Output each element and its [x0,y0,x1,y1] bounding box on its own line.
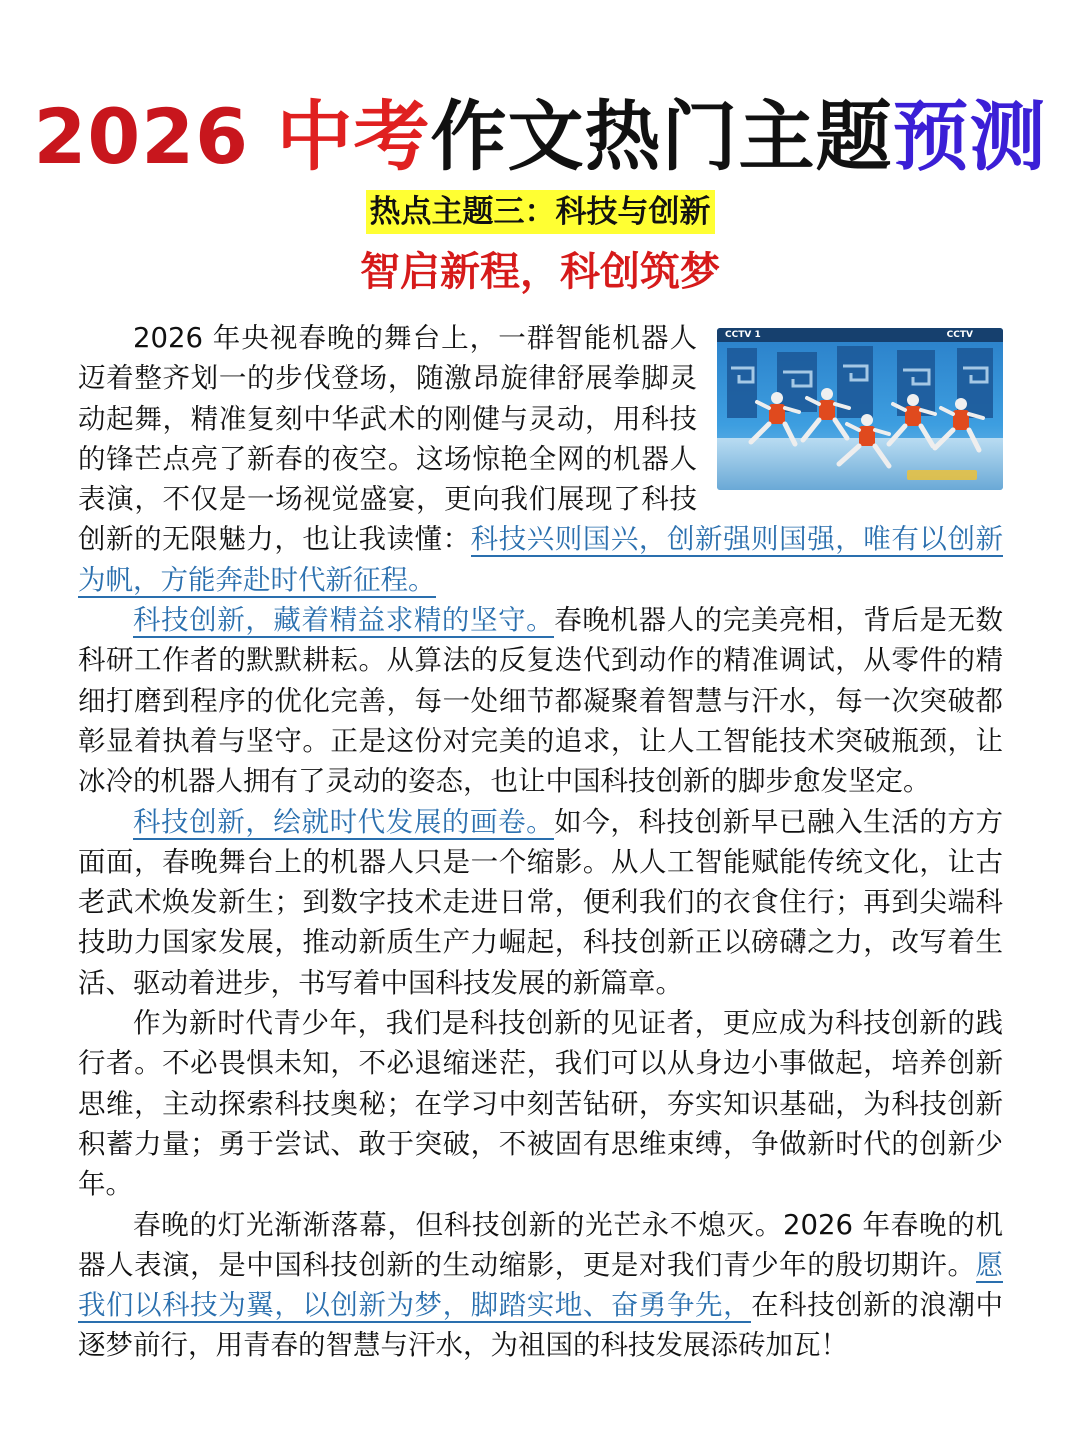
highlighted-sentence: 科技兴则国兴，创新强则国强，唯有以创新为帆，方能奔赴时代新征程。 [78,523,1003,596]
essay-heading: 智启新程，科创筑梦 [360,248,720,295]
subtitle: 热点主题三：科技与创新 [366,190,715,234]
article-title [0,92,1080,182]
paragraph-text: 2026 年央视春晚的舞台上，一群智能机器人迈着整齐划一的步伐登场，随激昂旋律舒展拳脚灵动起舞，精准复刻中华武术的刚健与灵动，用科技的锋芒点亮了新春的夜空。这场惊艳全网的机器人表演，不仅是一场视觉盛宴，更向我们展现了科技创新的无限魅力，也让我读懂： [78,322,697,556]
paragraph-3 [78,802,1003,1003]
highlighted-sentence: 愿我们以科技为翼，以创新为梦，脚踏实地、奋勇争先， [78,1248,1003,1322]
subtitle-container [0,190,1080,234]
paragraph-text: 在科技创新的浪潮中逐梦前行，用青春的智慧与汗水，为祖国的科技发展添砖加瓦！ [78,1289,1003,1362]
title-exam: 中考 [276,92,431,181]
paragraph-text: 春晚机器人的完美亮相，背后是无数科研工作者的默默耕耘。从算法的反复迭代到动作的精准调试，从零件的精细打磨到程序的优化完善，每一处细节都凝聚着智慧与汗水，每一次突破都彰显着执着与坚守。正是这份对完美的追求，让人工智能技术突破瓶颈，让冰冷的机器人拥有了灵动的姿态，也让中国科技创新的脚步愈发坚定。 [78,604,1003,798]
title-topic: 作文热门主题 [430,92,893,181]
highlighted-sentence: 科技创新，藏着精益求精的坚守。 [133,604,555,637]
paragraph-text: 如今，科技创新早已融入生活的方方面面，春晚舞台上的机器人只是一个缩影。从人工智能赋能传统文化，让古老武术焕发新生；到数字技术走进日常，便利我们的衣食住行；再到尖端科技助力国家发展，推动新质生产力崛起，科技创新正以磅礴之力，改写着生活、驱动着进步，书写着中国科技发展的新篇章。 [78,805,1003,999]
paragraph-text: 春晚的灯光渐渐落幕，但科技创新的光芒永不熄灭。2026 年春晚的机器人表演，是中国科技创新的生动缩影，更是对我们青少年的殷切期许。 [78,1208,1003,1281]
paragraph-5 [78,1205,1003,1366]
robot-performance-photo [717,328,1003,490]
paragraph-2 [78,600,1003,801]
cctv-logo-right: CCTV [946,330,973,340]
title-predict: 预测 [892,92,1047,181]
cctv-logo-left: CCTV 1 [725,330,761,340]
highlighted-sentence: 科技创新，绘就时代发展的画卷。 [133,805,555,838]
title-year: 2026 [33,92,277,181]
essay-body [78,318,1003,1366]
paragraph-text: 作为新时代青少年，我们是科技创新的见证者，更应成为科技创新的践行者。不必畏惧未知，不必退缩迷茫，我们可以从身边小事做起，培养创新思维，主动探索科技奥秘；在学习中刻苦钻研，夯实知识基础，为科技创新积蓄力量；勇于尝试、敢于突破，不被固有思维束缚，争做新时代的创新少年。 [78,1007,1003,1201]
paragraph-4 [78,1003,1003,1204]
